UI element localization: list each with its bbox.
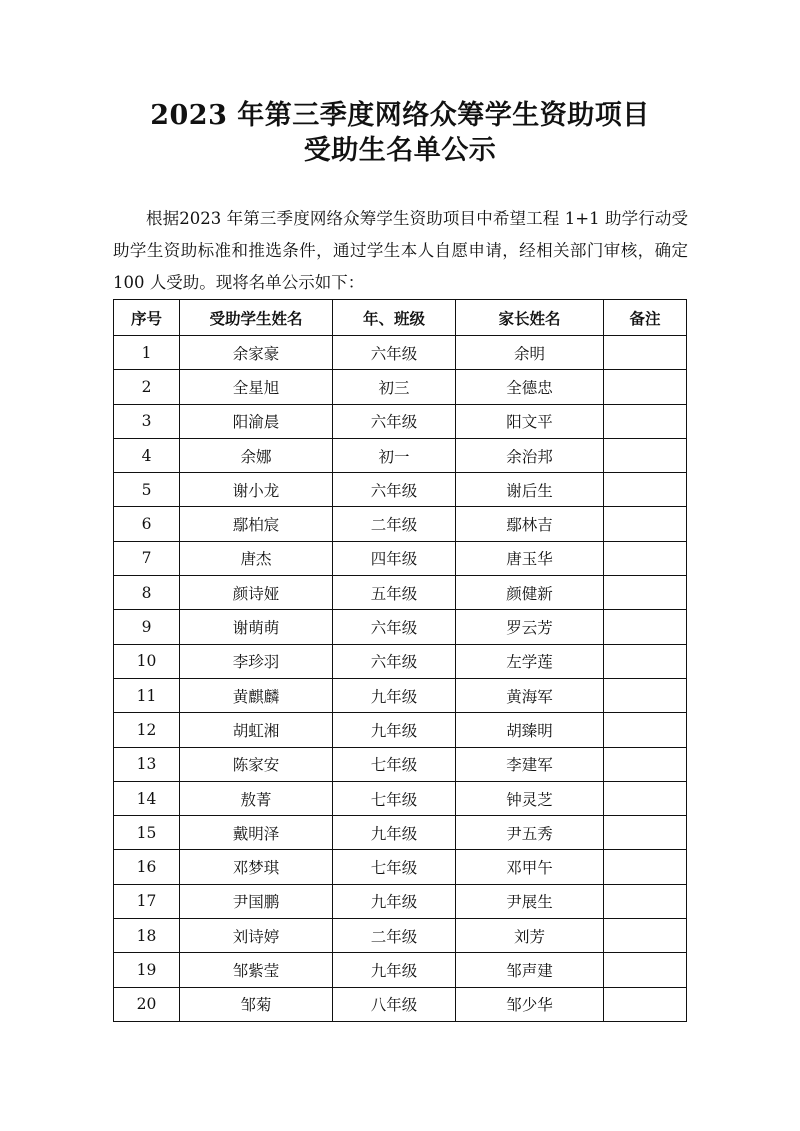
cell-grade: 九年级 [333, 953, 456, 987]
table-row [114, 747, 687, 781]
cell-parent-name: 李建军 [456, 747, 604, 781]
cell-index: 14 [114, 781, 180, 815]
cell-index: 11 [114, 678, 180, 712]
table-header-row [114, 300, 687, 336]
table-row [114, 987, 687, 1021]
cell-student-name: 戴明泽 [180, 816, 333, 850]
table-row [114, 370, 687, 404]
document-title-line-2: 受助生名单公示 [303, 135, 497, 166]
cell-parent-name: 全德忠 [456, 370, 604, 404]
cell-remarks [604, 781, 687, 815]
cell-student-name: 颜诗娅 [180, 576, 333, 610]
cell-index: 20 [114, 987, 180, 1021]
cell-remarks [604, 438, 687, 472]
cell-parent-name: 邹声建 [456, 953, 604, 987]
cell-remarks [604, 644, 687, 678]
table-row [114, 576, 687, 610]
cell-grade: 九年级 [333, 884, 456, 918]
cell-grade: 二年级 [333, 919, 456, 953]
cell-student-name: 胡虹湘 [180, 713, 333, 747]
table-row [114, 336, 687, 370]
cell-remarks [604, 678, 687, 712]
recipient-table [113, 299, 687, 1022]
cell-parent-name: 胡臻明 [456, 713, 604, 747]
header-grade: 年、班级 [333, 300, 456, 336]
cell-remarks [604, 336, 687, 370]
cell-student-name: 陈家安 [180, 747, 333, 781]
header-index: 序号 [114, 300, 180, 336]
table-row [114, 507, 687, 541]
table-row [114, 816, 687, 850]
cell-grade: 七年级 [333, 747, 456, 781]
table-row [114, 610, 687, 644]
table-row [114, 438, 687, 472]
cell-remarks [604, 987, 687, 1021]
cell-grade: 六年级 [333, 610, 456, 644]
cell-student-name: 余娜 [180, 438, 333, 472]
cell-index: 8 [114, 576, 180, 610]
cell-remarks [604, 473, 687, 507]
table-body [114, 336, 687, 1022]
cell-student-name: 黄麒麟 [180, 678, 333, 712]
cell-grade: 五年级 [333, 576, 456, 610]
table-row [114, 644, 687, 678]
cell-index: 6 [114, 507, 180, 541]
cell-remarks [604, 919, 687, 953]
cell-index: 7 [114, 541, 180, 575]
cell-index: 15 [114, 816, 180, 850]
cell-parent-name: 谢后生 [456, 473, 604, 507]
cell-student-name: 李珍羽 [180, 644, 333, 678]
cell-student-name: 鄢柏宸 [180, 507, 333, 541]
cell-parent-name: 尹五秀 [456, 816, 604, 850]
cell-remarks [604, 884, 687, 918]
table-row [114, 473, 687, 507]
cell-index: 13 [114, 747, 180, 781]
cell-remarks [604, 610, 687, 644]
cell-grade: 初三 [333, 370, 456, 404]
cell-parent-name: 鄢林吉 [456, 507, 604, 541]
cell-grade: 八年级 [333, 987, 456, 1021]
cell-student-name: 邹紫莹 [180, 953, 333, 987]
cell-parent-name: 黄海军 [456, 678, 604, 712]
cell-grade: 初一 [333, 438, 456, 472]
cell-grade: 九年级 [333, 713, 456, 747]
cell-index: 2 [114, 370, 180, 404]
cell-remarks [604, 816, 687, 850]
cell-parent-name: 余明 [456, 336, 604, 370]
cell-parent-name: 余治邦 [456, 438, 604, 472]
cell-parent-name: 唐玉华 [456, 541, 604, 575]
cell-index: 18 [114, 919, 180, 953]
header-student-name: 受助学生姓名 [180, 300, 333, 336]
intro-paragraph: 根据2023 年第三季度网络众筹学生资助项目中希望工程 1+1 助学行动受助学生资助标准和推选条件，通过学生本人自愿申请，经相关部门审核，确定 100 人受助。现将名单公示如下： [113, 209, 688, 292]
cell-grade: 九年级 [333, 678, 456, 712]
cell-index: 1 [114, 336, 180, 370]
cell-parent-name: 刘芳 [456, 919, 604, 953]
cell-parent-name: 阳文平 [456, 404, 604, 438]
cell-parent-name: 罗云芳 [456, 610, 604, 644]
table-row [114, 884, 687, 918]
cell-index: 19 [114, 953, 180, 987]
cell-index: 4 [114, 438, 180, 472]
document-title-line-1: 2023 年第三季度网络众筹学生资助项目 [150, 100, 650, 131]
cell-parent-name: 邹少华 [456, 987, 604, 1021]
table-row [114, 919, 687, 953]
cell-grade: 六年级 [333, 336, 456, 370]
cell-remarks [604, 507, 687, 541]
cell-grade: 七年级 [333, 781, 456, 815]
cell-student-name: 邹菊 [180, 987, 333, 1021]
table-row [114, 850, 687, 884]
cell-parent-name: 左学莲 [456, 644, 604, 678]
cell-student-name: 谢小龙 [180, 473, 333, 507]
table-row [114, 541, 687, 575]
cell-remarks [604, 747, 687, 781]
cell-parent-name: 钟灵芝 [456, 781, 604, 815]
cell-remarks [604, 541, 687, 575]
cell-student-name: 余家豪 [180, 336, 333, 370]
cell-remarks [604, 713, 687, 747]
cell-student-name: 尹国鹏 [180, 884, 333, 918]
cell-grade: 六年级 [333, 404, 456, 438]
cell-student-name: 阳渝晨 [180, 404, 333, 438]
cell-parent-name: 尹展生 [456, 884, 604, 918]
cell-grade: 六年级 [333, 473, 456, 507]
header-parent-name: 家长姓名 [456, 300, 604, 336]
cell-index: 12 [114, 713, 180, 747]
cell-grade: 四年级 [333, 541, 456, 575]
cell-index: 3 [114, 404, 180, 438]
table-row [114, 953, 687, 987]
table-header [114, 300, 687, 336]
cell-student-name: 全星旭 [180, 370, 333, 404]
cell-index: 16 [114, 850, 180, 884]
cell-index: 5 [114, 473, 180, 507]
cell-student-name: 刘诗婷 [180, 919, 333, 953]
cell-parent-name: 颜健新 [456, 576, 604, 610]
cell-remarks [604, 404, 687, 438]
cell-remarks [604, 953, 687, 987]
cell-grade: 九年级 [333, 816, 456, 850]
cell-student-name: 敖菁 [180, 781, 333, 815]
header-remarks: 备注 [604, 300, 687, 336]
cell-remarks [604, 370, 687, 404]
table-row [114, 781, 687, 815]
table-row [114, 404, 687, 438]
cell-student-name: 邓梦琪 [180, 850, 333, 884]
cell-parent-name: 邓甲午 [456, 850, 604, 884]
cell-grade: 七年级 [333, 850, 456, 884]
cell-remarks [604, 576, 687, 610]
table-row [114, 678, 687, 712]
cell-grade: 二年级 [333, 507, 456, 541]
cell-remarks [604, 850, 687, 884]
cell-index: 9 [114, 610, 180, 644]
cell-index: 17 [114, 884, 180, 918]
table-row [114, 713, 687, 747]
cell-index: 10 [114, 644, 180, 678]
cell-student-name: 谢萌萌 [180, 610, 333, 644]
cell-student-name: 唐杰 [180, 541, 333, 575]
cell-grade: 六年级 [333, 644, 456, 678]
